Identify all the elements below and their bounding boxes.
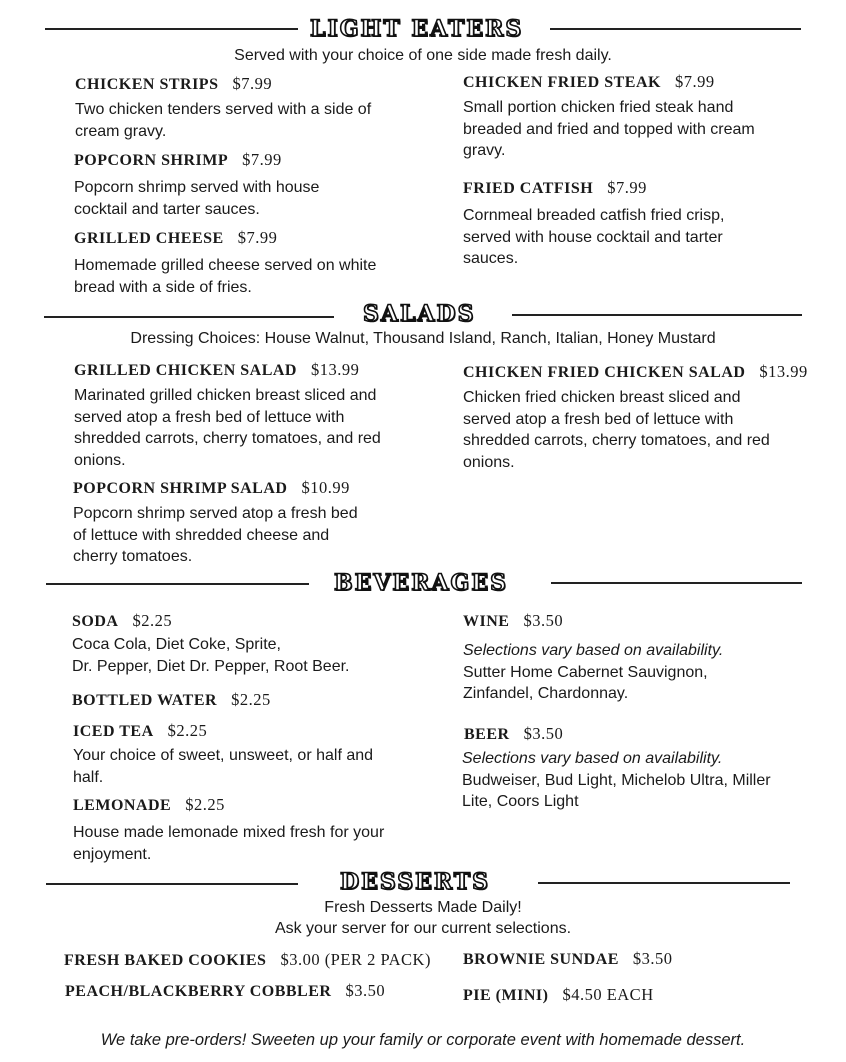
divider-left	[46, 883, 298, 885]
item-description: Popcorn shrimp served with house cocktail and tarter sauces.	[74, 179, 320, 218]
item-price: $3.50	[632, 949, 673, 968]
item-price: $10.99	[301, 478, 350, 497]
menu-item	[463, 72, 773, 162]
divider-right	[512, 314, 802, 316]
item-name: SODA	[72, 613, 119, 630]
menu-item	[463, 611, 763, 705]
item-name: BOTTLED WATER	[72, 692, 218, 709]
section-title-salads: SALADS	[363, 301, 476, 327]
item-price: $3.50	[523, 724, 564, 743]
item-name: CHICKEN FRIED CHICKEN SALAD	[463, 364, 746, 381]
divider-right	[551, 582, 802, 584]
item-price: $7.99	[232, 74, 273, 93]
menu-item	[73, 478, 373, 568]
menu-item	[72, 690, 392, 711]
menu-item	[64, 950, 431, 971]
item-price: $4.50 EACH	[562, 985, 654, 1004]
menu-item	[74, 360, 384, 471]
menu-item	[72, 611, 392, 677]
divider-right	[538, 882, 790, 884]
item-description: Homemade grilled cheese served on white bread with a side of fries.	[74, 257, 377, 296]
item-description: Cornmeal breaded catfish fried crisp, served with house cocktail and tarter sauces.	[463, 207, 725, 267]
menu-item	[74, 150, 374, 220]
item-price: $7.99	[674, 72, 715, 91]
menu-item	[73, 721, 383, 788]
item-name: FRIED CATFISH	[463, 180, 594, 197]
availability-note: Selections vary based on availability.	[462, 750, 723, 767]
divider-left	[45, 28, 298, 30]
item-description: Popcorn shrimp served atop a fresh bed of lettuce with shredded cheese and cherry tomatoes.	[73, 505, 358, 565]
menu-item	[463, 178, 763, 270]
item-name: CHICKEN FRIED STEAK	[463, 74, 661, 91]
item-description: Small portion chicken fried steak hand breaded and fried and topped with cream gravy.	[463, 99, 755, 159]
menu-item	[463, 985, 654, 1006]
item-description-line: Dr. Pepper, Diet Dr. Pepper, Root Beer.	[72, 657, 350, 675]
item-name: PIE (MINI)	[463, 987, 549, 1004]
item-price: $2.25	[132, 611, 173, 630]
menu-item	[463, 949, 673, 970]
item-name: CHICKEN STRIPS	[75, 76, 219, 93]
section-subtitle: Ask your server for our current selections.	[274, 920, 572, 937]
item-description: Chicken fried chicken breast sliced and served atop a fresh bed of lettuce with shredded carrots, cherry tomatoes, and red onions.	[463, 389, 770, 471]
item-price: $3.50	[523, 611, 564, 630]
item-price: $13.99	[759, 362, 808, 381]
menu-item	[74, 228, 384, 298]
item-name: POPCORN SHRIMP	[74, 152, 229, 169]
item-name: GRILLED CHICKEN SALAD	[74, 362, 297, 379]
item-description: Sutter Home Cabernet Sauvignon, Zinfandel, Chardonnay.	[463, 663, 708, 702]
item-price: $2.25	[167, 721, 208, 740]
section-subtitle: Served with your choice of one side made fresh daily.	[234, 47, 612, 64]
item-description: Budweiser, Bud Light, Michelob Ultra, Miller Lite, Coors Light	[462, 771, 771, 810]
section-title-light-eaters: LIGHT EATERS	[310, 16, 524, 42]
divider-right	[550, 28, 801, 30]
availability-note: Selections vary based on availability.	[463, 642, 724, 659]
divider-left	[44, 316, 334, 318]
item-price: $2.25	[185, 795, 225, 814]
item-name: PEACH/BLACKBERRY COBBLER	[65, 983, 332, 1000]
section-subtitle: Fresh Desserts Made Daily!	[324, 899, 522, 916]
item-name: BEER	[464, 726, 510, 743]
section-subtitle: Dressing Choices: House Walnut, Thousand Island, Ranch, Italian, Honey Mustard	[130, 330, 716, 347]
item-price: $2.25	[231, 690, 271, 709]
item-description: Your choice of sweet, unsweet, or half and half.	[73, 747, 374, 786]
item-price: $7.99	[242, 150, 282, 169]
item-name: LEMONADE	[73, 797, 172, 814]
item-price: $13.99	[310, 360, 360, 379]
section-title-beverages: BEVERAGES	[334, 570, 508, 596]
item-description: Two chicken tenders served with a side of cream gravy.	[75, 101, 372, 140]
item-price: $7.99	[607, 178, 647, 197]
menu-item	[75, 74, 395, 142]
menu-item	[65, 981, 385, 1002]
item-price: $3.00 (PER 2 PACK)	[280, 950, 431, 969]
item-description-line: Coca Cola, Diet Coke, Sprite,	[72, 636, 281, 653]
menu-item	[464, 724, 774, 813]
item-description: House made lemonade mixed fresh for your enjoyment.	[73, 824, 385, 863]
divider-left	[46, 583, 309, 585]
item-price: $3.50	[345, 981, 386, 1000]
item-name: FRESH BAKED COOKIES	[64, 952, 267, 969]
item-name: ICED TEA	[73, 723, 154, 740]
item-price: $7.99	[237, 228, 278, 247]
menu-item	[73, 795, 393, 865]
item-description: Marinated grilled chicken breast sliced and served atop a fresh bed of lettuce with shredded carrots, cherry tomatoes, and red onions.	[74, 387, 381, 469]
item-name: WINE	[463, 613, 510, 630]
section-title-desserts: DESSERTS	[340, 869, 491, 895]
item-name: BROWNIE SUNDAE	[463, 951, 619, 968]
item-name: GRILLED CHEESE	[74, 230, 224, 247]
menu-item	[463, 362, 808, 473]
footer-note: We take pre-orders! Sweeten up your family or corporate event with homemade dessert.	[100, 1031, 746, 1049]
item-name: POPCORN SHRIMP SALAD	[73, 480, 288, 497]
